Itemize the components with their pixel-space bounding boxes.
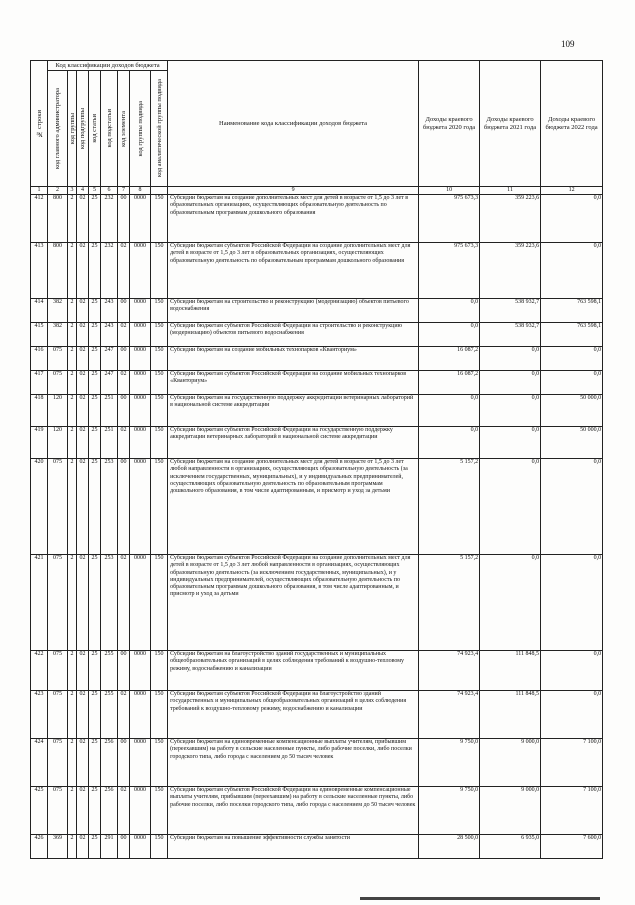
income-2020-cell: 975 673,3 xyxy=(419,195,480,243)
analytic-code-cell: 150 xyxy=(151,371,168,395)
subarticle-code-cell: 256 xyxy=(101,739,118,787)
subtype-code-cell: 0000 xyxy=(130,787,151,835)
article-code-cell: 25 xyxy=(89,739,101,787)
table-row xyxy=(31,243,603,299)
subarticle-code-cell: 232 xyxy=(101,195,118,243)
admin-code-cell: 120 xyxy=(48,395,68,427)
group-code-cell: 2 xyxy=(68,195,77,243)
element-code-cell: 02 xyxy=(118,323,130,347)
name-cell: Субсидии бюджетам на государственную поддержку аккредитации ветеринарных лабораторий в национальной системе аккредитации xyxy=(168,395,419,427)
subarticle-code-cell: 251 xyxy=(101,395,118,427)
column-number: 6 xyxy=(101,187,118,195)
income-2020-cell: 74 923,4 xyxy=(419,691,480,739)
article-code-cell: 25 xyxy=(89,347,101,371)
subtype-code-cell: 0000 xyxy=(130,739,151,787)
income-2021-cell: 9 000,0 xyxy=(480,739,541,787)
table-row xyxy=(31,371,603,395)
element-code-cell: 00 xyxy=(118,459,130,555)
table-row xyxy=(31,835,603,859)
subgroup-code-cell: 02 xyxy=(77,371,89,395)
income-2020-cell: 0,0 xyxy=(419,427,480,459)
income-2021-cell: 359 223,6 xyxy=(480,195,541,243)
table-row xyxy=(31,739,603,787)
analytic-code-cell: 150 xyxy=(151,651,168,691)
row-number-cell: 425 xyxy=(31,787,48,835)
header-subtype-code: код группы подвида xyxy=(130,71,151,187)
column-number: 2 xyxy=(48,187,68,195)
group-code-cell: 2 xyxy=(68,691,77,739)
table-row xyxy=(31,195,603,243)
analytic-code-cell: 150 xyxy=(151,427,168,459)
subtype-code-cell: 0000 xyxy=(130,299,151,323)
element-code-cell: 02 xyxy=(118,787,130,835)
table-row xyxy=(31,555,603,651)
income-2020-cell: 5 157,2 xyxy=(419,555,480,651)
revenue-table xyxy=(30,60,603,859)
income-2022-cell: 7 100,0 xyxy=(541,739,603,787)
admin-code-cell: 800 xyxy=(48,243,68,299)
analytic-code-cell: 150 xyxy=(151,395,168,427)
subgroup-code-cell: 02 xyxy=(77,691,89,739)
column-number: 10 xyxy=(419,187,480,195)
row-number-cell: 412 xyxy=(31,195,48,243)
article-code-cell: 25 xyxy=(89,371,101,395)
column-number: 12 xyxy=(541,187,603,195)
income-2022-cell: 0,0 xyxy=(541,371,603,395)
group-code-cell: 2 xyxy=(68,395,77,427)
income-2020-cell: 16 087,2 xyxy=(419,371,480,395)
column-number xyxy=(151,187,168,195)
income-2020-cell: 74 923,4 xyxy=(419,651,480,691)
subgroup-code-cell: 02 xyxy=(77,395,89,427)
header-subarticle-code: код подстатьи xyxy=(101,71,118,187)
row-number-cell: 426 xyxy=(31,835,48,859)
income-2022-cell: 7 100,0 xyxy=(541,787,603,835)
table-row xyxy=(31,299,603,323)
income-2021-cell: 0,0 xyxy=(480,371,541,395)
table-row xyxy=(31,691,603,739)
header-admin-code: код главного администратора xyxy=(48,71,68,187)
element-code-cell: 00 xyxy=(118,299,130,323)
income-2020-cell: 9 750,0 xyxy=(419,787,480,835)
column-number: 5 xyxy=(89,187,101,195)
row-number-cell: 421 xyxy=(31,555,48,651)
article-code-cell: 25 xyxy=(89,459,101,555)
group-code-cell: 2 xyxy=(68,371,77,395)
group-code-cell: 2 xyxy=(68,459,77,555)
page-number: 109 xyxy=(561,39,575,49)
name-cell: Субсидии бюджетам на создание дополнительных мест для детей в возрасте от 1,5 до 3 лет любой направленности в организациях, осуществляющих образовательную деятельность (за исключением государственных, муниципальных), и у индивидуальных предпринимателей, осуществляющих образовательную деятельность по образовательным программам дошкольного образования, в том числе адаптированным, и присмотр и уход за детьми xyxy=(168,459,419,555)
subarticle-code-cell: 255 xyxy=(101,691,118,739)
column-number: 11 xyxy=(480,187,541,195)
income-2021-cell: 111 848,5 xyxy=(480,651,541,691)
element-code-cell: 00 xyxy=(118,739,130,787)
element-code-cell: 02 xyxy=(118,243,130,299)
name-cell: Субсидии бюджетам субъектов Российской Федерации на создание мобильных технопарков «Кванториум» xyxy=(168,371,419,395)
subgroup-code-cell: 02 xyxy=(77,243,89,299)
table-row xyxy=(31,427,603,459)
name-cell: Субсидии бюджетам субъектов Российской Федерации на государственную поддержку аккредитации ветеринарных лабораторий в национальной системе аккредитации xyxy=(168,427,419,459)
admin-code-cell: 382 xyxy=(48,323,68,347)
subtype-code-cell: 0000 xyxy=(130,691,151,739)
name-cell: Субсидии бюджетам на строительство и реконструкцию (модернизацию) объектов питьевого водоснабжения xyxy=(168,299,419,323)
subarticle-code-cell: 251 xyxy=(101,427,118,459)
subtype-code-cell: 0000 xyxy=(130,371,151,395)
article-code-cell: 25 xyxy=(89,555,101,651)
subarticle-code-cell: 253 xyxy=(101,459,118,555)
table-row xyxy=(31,459,603,555)
subarticle-code-cell: 291 xyxy=(101,835,118,859)
table-row xyxy=(31,347,603,371)
group-code-cell: 2 xyxy=(68,651,77,691)
admin-code-cell: 075 xyxy=(48,459,68,555)
table-row xyxy=(31,395,603,427)
group-code-cell: 2 xyxy=(68,787,77,835)
header-name: Наименование кода классификации доходов бюджета xyxy=(168,61,419,187)
subgroup-code-cell: 02 xyxy=(77,323,89,347)
income-2020-cell: 0,0 xyxy=(419,323,480,347)
admin-code-cell: 369 xyxy=(48,835,68,859)
group-code-cell: 2 xyxy=(68,299,77,323)
income-2020-cell: 16 087,2 xyxy=(419,347,480,371)
income-2020-cell: 0,0 xyxy=(419,299,480,323)
header-element-code: код элемента xyxy=(118,71,130,187)
income-2020-cell: 28 500,0 xyxy=(419,835,480,859)
name-cell: Субсидии бюджетам субъектов Российской Федерации на строительство и реконструкцию (модернизацию) объектов питьевого водоснабжения xyxy=(168,323,419,347)
income-2020-cell: 5 157,2 xyxy=(419,459,480,555)
column-number: 4 xyxy=(77,187,89,195)
name-cell: Субсидии бюджетам субъектов Российской Федерации на единовременные компенсационные выплаты учителям, прибывшим (переехавшим) на работу в сельские населенные пункты, либо рабочие поселки, либо поселки городского типа, либо города с населением до 50 тысяч человек xyxy=(168,787,419,835)
analytic-code-cell: 150 xyxy=(151,347,168,371)
subgroup-code-cell: 02 xyxy=(77,787,89,835)
row-number-cell: 414 xyxy=(31,299,48,323)
income-2021-cell: 359 223,6 xyxy=(480,243,541,299)
header-article-code: код статьи xyxy=(89,71,101,187)
admin-code-cell: 075 xyxy=(48,371,68,395)
analytic-code-cell: 150 xyxy=(151,835,168,859)
row-number-cell: 420 xyxy=(31,459,48,555)
header-income-2022: Доходы краевого бюджета 2022 года xyxy=(541,61,603,187)
income-2020-cell: 975 673,3 xyxy=(419,243,480,299)
subgroup-code-cell: 02 xyxy=(77,427,89,459)
subarticle-code-cell: 243 xyxy=(101,299,118,323)
article-code-cell: 25 xyxy=(89,195,101,243)
subtype-code-cell: 0000 xyxy=(130,427,151,459)
subarticle-code-cell: 253 xyxy=(101,555,118,651)
income-2021-cell: 538 932,7 xyxy=(480,323,541,347)
income-2022-cell: 0,0 xyxy=(541,347,603,371)
name-cell: Субсидии бюджетам на повышение эффективности службы занятости xyxy=(168,835,419,859)
analytic-code-cell: 150 xyxy=(151,243,168,299)
subtype-code-cell: 0000 xyxy=(130,835,151,859)
article-code-cell: 25 xyxy=(89,651,101,691)
row-number-cell: 413 xyxy=(31,243,48,299)
article-code-cell: 25 xyxy=(89,299,101,323)
income-2022-cell: 0,0 xyxy=(541,691,603,739)
element-code-cell: 02 xyxy=(118,555,130,651)
analytic-code-cell: 150 xyxy=(151,555,168,651)
subarticle-code-cell: 247 xyxy=(101,347,118,371)
analytic-code-cell: 150 xyxy=(151,739,168,787)
income-2021-cell: 0,0 xyxy=(480,427,541,459)
row-number-cell: 416 xyxy=(31,347,48,371)
subtype-code-cell: 0000 xyxy=(130,395,151,427)
article-code-cell: 25 xyxy=(89,835,101,859)
name-cell: Субсидии бюджетам субъектов Российской Федерации на создание дополнительных мест для детей в возрасте от 1,5 до 3 лет любой направленности в организациях, осуществляющих образовательную деятельность (за исключением государственных, муниципальных), и у индивидуальных предпринимателей, осуществляющих образовательную деятельность по образовательным программам дошкольного образования, в том числе адаптированным, и присмотр и уход за детьми xyxy=(168,555,419,651)
table-row xyxy=(31,787,603,835)
row-number-cell: 418 xyxy=(31,395,48,427)
income-2021-cell: 6 935,0 xyxy=(480,835,541,859)
subarticle-code-cell: 247 xyxy=(101,371,118,395)
bottom-divider xyxy=(360,897,600,900)
analytic-code-cell: 150 xyxy=(151,459,168,555)
subgroup-code-cell: 02 xyxy=(77,739,89,787)
income-2022-cell: 0,0 xyxy=(541,555,603,651)
header-analytic-code: код аналитической группы подвида xyxy=(151,71,168,187)
column-number: 8 xyxy=(130,187,151,195)
subgroup-code-cell: 02 xyxy=(77,555,89,651)
subtype-code-cell: 0000 xyxy=(130,195,151,243)
element-code-cell: 00 xyxy=(118,835,130,859)
table-body xyxy=(31,195,603,859)
header-classification-group: Код классификации доходов бюджета xyxy=(48,61,168,71)
income-2022-cell: 7 600,0 xyxy=(541,835,603,859)
income-2021-cell: 0,0 xyxy=(480,555,541,651)
income-2022-cell: 0,0 xyxy=(541,243,603,299)
subtype-code-cell: 0000 xyxy=(130,459,151,555)
article-code-cell: 25 xyxy=(89,787,101,835)
admin-code-cell: 120 xyxy=(48,427,68,459)
row-number-cell: 417 xyxy=(31,371,48,395)
admin-code-cell: 075 xyxy=(48,555,68,651)
name-cell: Субсидии бюджетам на создание мобильных технопарков «Кванториум» xyxy=(168,347,419,371)
income-2022-cell: 50 000,0 xyxy=(541,395,603,427)
subarticle-code-cell: 256 xyxy=(101,787,118,835)
group-code-cell: 2 xyxy=(68,427,77,459)
table-row xyxy=(31,651,603,691)
income-2020-cell: 9 750,0 xyxy=(419,739,480,787)
subtype-code-cell: 0000 xyxy=(130,243,151,299)
analytic-code-cell: 150 xyxy=(151,787,168,835)
row-number-cell: 415 xyxy=(31,323,48,347)
income-2022-cell: 0,0 xyxy=(541,459,603,555)
income-2021-cell: 0,0 xyxy=(480,347,541,371)
subgroup-code-cell: 02 xyxy=(77,347,89,371)
element-code-cell: 00 xyxy=(118,347,130,371)
income-2022-cell: 763 598,1 xyxy=(541,299,603,323)
subgroup-code-cell: 02 xyxy=(77,459,89,555)
income-2021-cell: 9 000,0 xyxy=(480,787,541,835)
name-cell: Субсидии бюджетам субъектов Российской Федерации на благоустройство зданий государственных и муниципальных общеобразовательных организаций в целях соблюдения требований к воздушно-тепловому режиму, водоснабжению и канализации xyxy=(168,691,419,739)
analytic-code-cell: 150 xyxy=(151,195,168,243)
admin-code-cell: 075 xyxy=(48,787,68,835)
subgroup-code-cell: 02 xyxy=(77,651,89,691)
group-code-cell: 2 xyxy=(68,555,77,651)
subtype-code-cell: 0000 xyxy=(130,651,151,691)
income-2021-cell: 0,0 xyxy=(480,459,541,555)
column-number: 1 xyxy=(31,187,48,195)
subtype-code-cell: 0000 xyxy=(130,555,151,651)
income-2022-cell: 0,0 xyxy=(541,195,603,243)
header-income-2021: Доходы краевого бюджета 2021 года xyxy=(480,61,541,187)
element-code-cell: 00 xyxy=(118,651,130,691)
row-number-cell: 423 xyxy=(31,691,48,739)
row-number-cell: 424 xyxy=(31,739,48,787)
group-code-cell: 2 xyxy=(68,347,77,371)
header-income-2020: Доходы краевого бюджета 2020 года xyxy=(419,61,480,187)
income-2020-cell: 0,0 xyxy=(419,395,480,427)
article-code-cell: 25 xyxy=(89,323,101,347)
group-code-cell: 2 xyxy=(68,243,77,299)
name-cell: Субсидии бюджетам на единовременные компенсационные выплаты учителям, прибывшим (переехавшим) на работу в сельские населенные пункты, либо рабочие поселки, либо поселки городского типа, либо города с населением до 50 тысяч человек xyxy=(168,739,419,787)
name-cell: Субсидии бюджетам на благоустройство зданий государственных и муниципальных общеобразовательных организаций в целях соблюдения требований к воздушно-тепловому режиму, водоснабжению и канализации xyxy=(168,651,419,691)
analytic-code-cell: 150 xyxy=(151,299,168,323)
article-code-cell: 25 xyxy=(89,691,101,739)
article-code-cell: 25 xyxy=(89,395,101,427)
subgroup-code-cell: 02 xyxy=(77,299,89,323)
table-row xyxy=(31,323,603,347)
subarticle-code-cell: 255 xyxy=(101,651,118,691)
admin-code-cell: 075 xyxy=(48,347,68,371)
income-2022-cell: 0,0 xyxy=(541,651,603,691)
subtype-code-cell: 0000 xyxy=(130,347,151,371)
header-row-number: № строки xyxy=(31,61,48,187)
admin-code-cell: 075 xyxy=(48,691,68,739)
header-group-code: код группы xyxy=(68,71,77,187)
article-code-cell: 25 xyxy=(89,243,101,299)
article-code-cell: 25 xyxy=(89,427,101,459)
element-code-cell: 02 xyxy=(118,427,130,459)
income-2021-cell: 111 848,5 xyxy=(480,691,541,739)
admin-code-cell: 800 xyxy=(48,195,68,243)
subgroup-code-cell: 02 xyxy=(77,195,89,243)
element-code-cell: 00 xyxy=(118,395,130,427)
subarticle-code-cell: 232 xyxy=(101,243,118,299)
income-2022-cell: 50 000,0 xyxy=(541,427,603,459)
group-code-cell: 2 xyxy=(68,323,77,347)
subarticle-code-cell: 243 xyxy=(101,323,118,347)
admin-code-cell: 075 xyxy=(48,651,68,691)
row-number-cell: 422 xyxy=(31,651,48,691)
income-2021-cell: 0,0 xyxy=(480,395,541,427)
column-number: 7 xyxy=(118,187,130,195)
analytic-code-cell: 150 xyxy=(151,323,168,347)
column-numbers-row xyxy=(31,187,603,195)
group-code-cell: 2 xyxy=(68,835,77,859)
name-cell: Субсидии бюджетам субъектов Российской Федерации на создание дополнительных мест для детей в возрасте от 1,5 до 3 лет в образовательных организациях, осуществляющих образовательную деятельность по образовательным программам дошкольного образования xyxy=(168,243,419,299)
element-code-cell: 00 xyxy=(118,195,130,243)
subtype-code-cell: 0000 xyxy=(130,323,151,347)
name-cell: Субсидии бюджетам на создание дополнительных мест для детей в возрасте от 1,5 до 3 лет в образовательных организациях, осуществляющих образовательную деятельность по образовательным программам дошкольного образования xyxy=(168,195,419,243)
subgroup-code-cell: 02 xyxy=(77,835,89,859)
element-code-cell: 02 xyxy=(118,691,130,739)
column-number: 9 xyxy=(168,187,419,195)
income-2021-cell: 538 932,7 xyxy=(480,299,541,323)
element-code-cell: 02 xyxy=(118,371,130,395)
column-number: 3 xyxy=(68,187,77,195)
analytic-code-cell: 150 xyxy=(151,691,168,739)
header-subgroup-code: код подгруппы xyxy=(77,71,89,187)
admin-code-cell: 382 xyxy=(48,299,68,323)
admin-code-cell: 075 xyxy=(48,739,68,787)
row-number-cell: 419 xyxy=(31,427,48,459)
group-code-cell: 2 xyxy=(68,739,77,787)
income-2022-cell: 763 598,1 xyxy=(541,323,603,347)
